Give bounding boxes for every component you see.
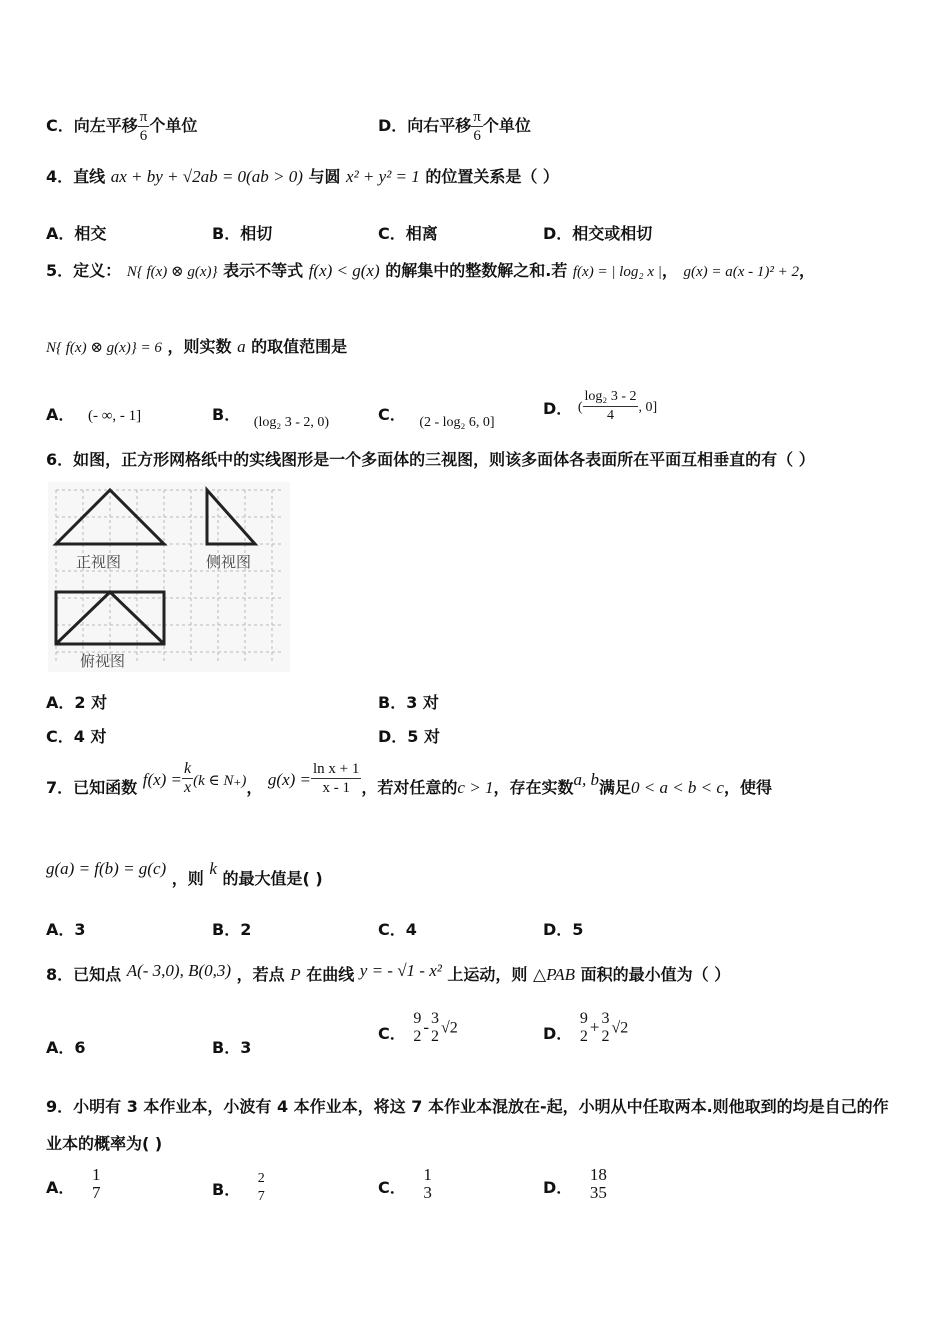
q3-option-d-text: D．向右平移 <box>378 116 472 135</box>
q6-option-d: D．5 对 <box>378 727 440 746</box>
q6-three-view-figure <box>48 482 290 672</box>
q7-equation: g(a) = f(b) = g(c) <box>46 859 167 878</box>
q4-option-b: B．相切 <box>212 224 273 243</box>
q5-inequality: f(x) < g(x) <box>308 261 380 280</box>
q8-option-b: B．3 <box>212 1038 252 1057</box>
q7-stem: 7．已知函数 f(x) = $\frac{k}{x}$ (k ∈ N₊)， g(x) = $\frac{\text{ln x + 1}}{x - 1}$ ，若对任意的c > 1，存在实数a, b满足0 < a < b < c，使得 <box>46 760 772 797</box>
q5-definition-expression: N{ f(x) ⊗ g(x)} <box>126 264 218 280</box>
q6-option-c: C．4 对 <box>46 727 107 746</box>
q4-option-d: D．相交或相切 <box>543 224 653 243</box>
q5-condition: N{ f(x) ⊗ g(x)} = 6 ，则实数 a 的取值范围是 <box>46 337 348 356</box>
q5-stem: 5．定义： N{ f(x) ⊗ g(x)} 表示不等式 f(x) < g(x) 的解集中的整数解之和.若 f(x) = | log₂ x |， g(x) = a(x - 1)² + 2， <box>46 261 816 280</box>
q9-option-b: B． 2 7 <box>212 1171 265 1204</box>
q9-option-d: D． 18 35 <box>543 1165 607 1202</box>
q8-option-c: C． 9 2 - 3 2 √2 <box>378 1010 458 1045</box>
q9-option-c: C． 1 3 <box>378 1165 432 1202</box>
q5-option-a: A． (- ∞, - 1] <box>46 405 142 424</box>
q8-option-a: A．6 <box>46 1038 86 1057</box>
q8-curve: y = - √1 - x² <box>359 961 442 980</box>
q8-points: A(- 3,0), B(0,3) <box>126 961 232 980</box>
q9-stem-line2: 业本的概率为( ) <box>46 1134 163 1153</box>
q3-option-d-fraction: $\frac{\pi}{6}$ <box>473 109 481 144</box>
q7-stem-line2: g(a) = f(b) = g(c) ，则 k 的最大值是( ) <box>46 859 323 888</box>
q6-stem: 6．如图，正方形网格纸中的实线图形是一个多面体的三视图，则该多面体各表面所在平面互相垂直的有（ ） <box>46 450 815 469</box>
side-view-label: 侧视图 <box>206 553 252 571</box>
q3-option-d: D．向右平移 $\frac{\pi}{6}$ 个单位 <box>378 109 531 144</box>
q5-f-definition: f(x) = | log₂ x | <box>572 264 662 280</box>
q6-option-b: B．3 对 <box>378 693 439 712</box>
q7-option-a: A．3 <box>46 920 86 939</box>
q5-option-d-fraction: $\frac{\text{log₂ 3 - 2}}{4}$ <box>584 389 637 423</box>
q3-option-c-fraction: $\frac{\pi}{6}$ <box>139 109 148 144</box>
q7-option-c: C．4 <box>378 920 417 939</box>
q5-option-c: C． (2 - log₂ 6, 0] <box>378 405 495 430</box>
q4-stem: 4．直线 ax + by + √2ab = 0(ab > 0) 与圆 x² + y² = 1 的位置关系是（ ） <box>46 167 559 186</box>
q7-option-d: D．5 <box>543 920 584 939</box>
q7-g-fraction: $\frac{\text{ln x + 1}}{x - 1}$ <box>313 761 360 796</box>
top-view-label: 俯视图 <box>80 652 126 670</box>
q4-line-equation: ax + by + √2ab = 0(ab > 0) <box>110 167 303 186</box>
q5-option-d: D． ( $\frac{\text{log₂ 3 - 2}}{4}$ , 0] <box>543 389 658 423</box>
q4-circle-equation: x² + y² = 1 <box>346 167 420 186</box>
q5-option-b: B． (log₂ 3 - 2, 0) <box>212 405 330 430</box>
q9-stem-line1: 9．小明有 3 本作业本，小波有 4 本作业本，将这 7 本作业本混放在-起，小明从中任取两本.则他取到的均是自己的作 <box>46 1097 889 1116</box>
q7-f-fraction: $\frac{k}{x}$ <box>184 760 192 796</box>
q8-stem: 8．已知点 A(- 3,0), B(0,3) ，若点 P 在曲线 y = - √1 - x² 上运动，则 △PAB 面积的最小值为（ ） <box>46 961 731 984</box>
q5-condition-expression: N{ f(x) ⊗ g(x)} = 6 <box>46 340 162 356</box>
front-view-label: 正视图 <box>76 553 122 571</box>
q6-option-a: A．2 对 <box>46 693 108 712</box>
q3-option-c: C．向左平移 $\frac{\pi}{6}$ 个单位 <box>46 109 198 144</box>
q4-option-c: C．相离 <box>378 224 438 243</box>
q9-option-a: A． 1 7 <box>46 1165 101 1202</box>
q3-option-c-text: C．向左平移 <box>46 116 138 135</box>
q5-g-definition: g(x) = a(x - 1)² + 2 <box>683 264 799 280</box>
q4-option-a: A．相交 <box>46 224 107 243</box>
q7-option-b: B．2 <box>212 920 252 939</box>
q8-option-d: D． 9 2 + 3 2 √2 <box>543 1010 629 1045</box>
